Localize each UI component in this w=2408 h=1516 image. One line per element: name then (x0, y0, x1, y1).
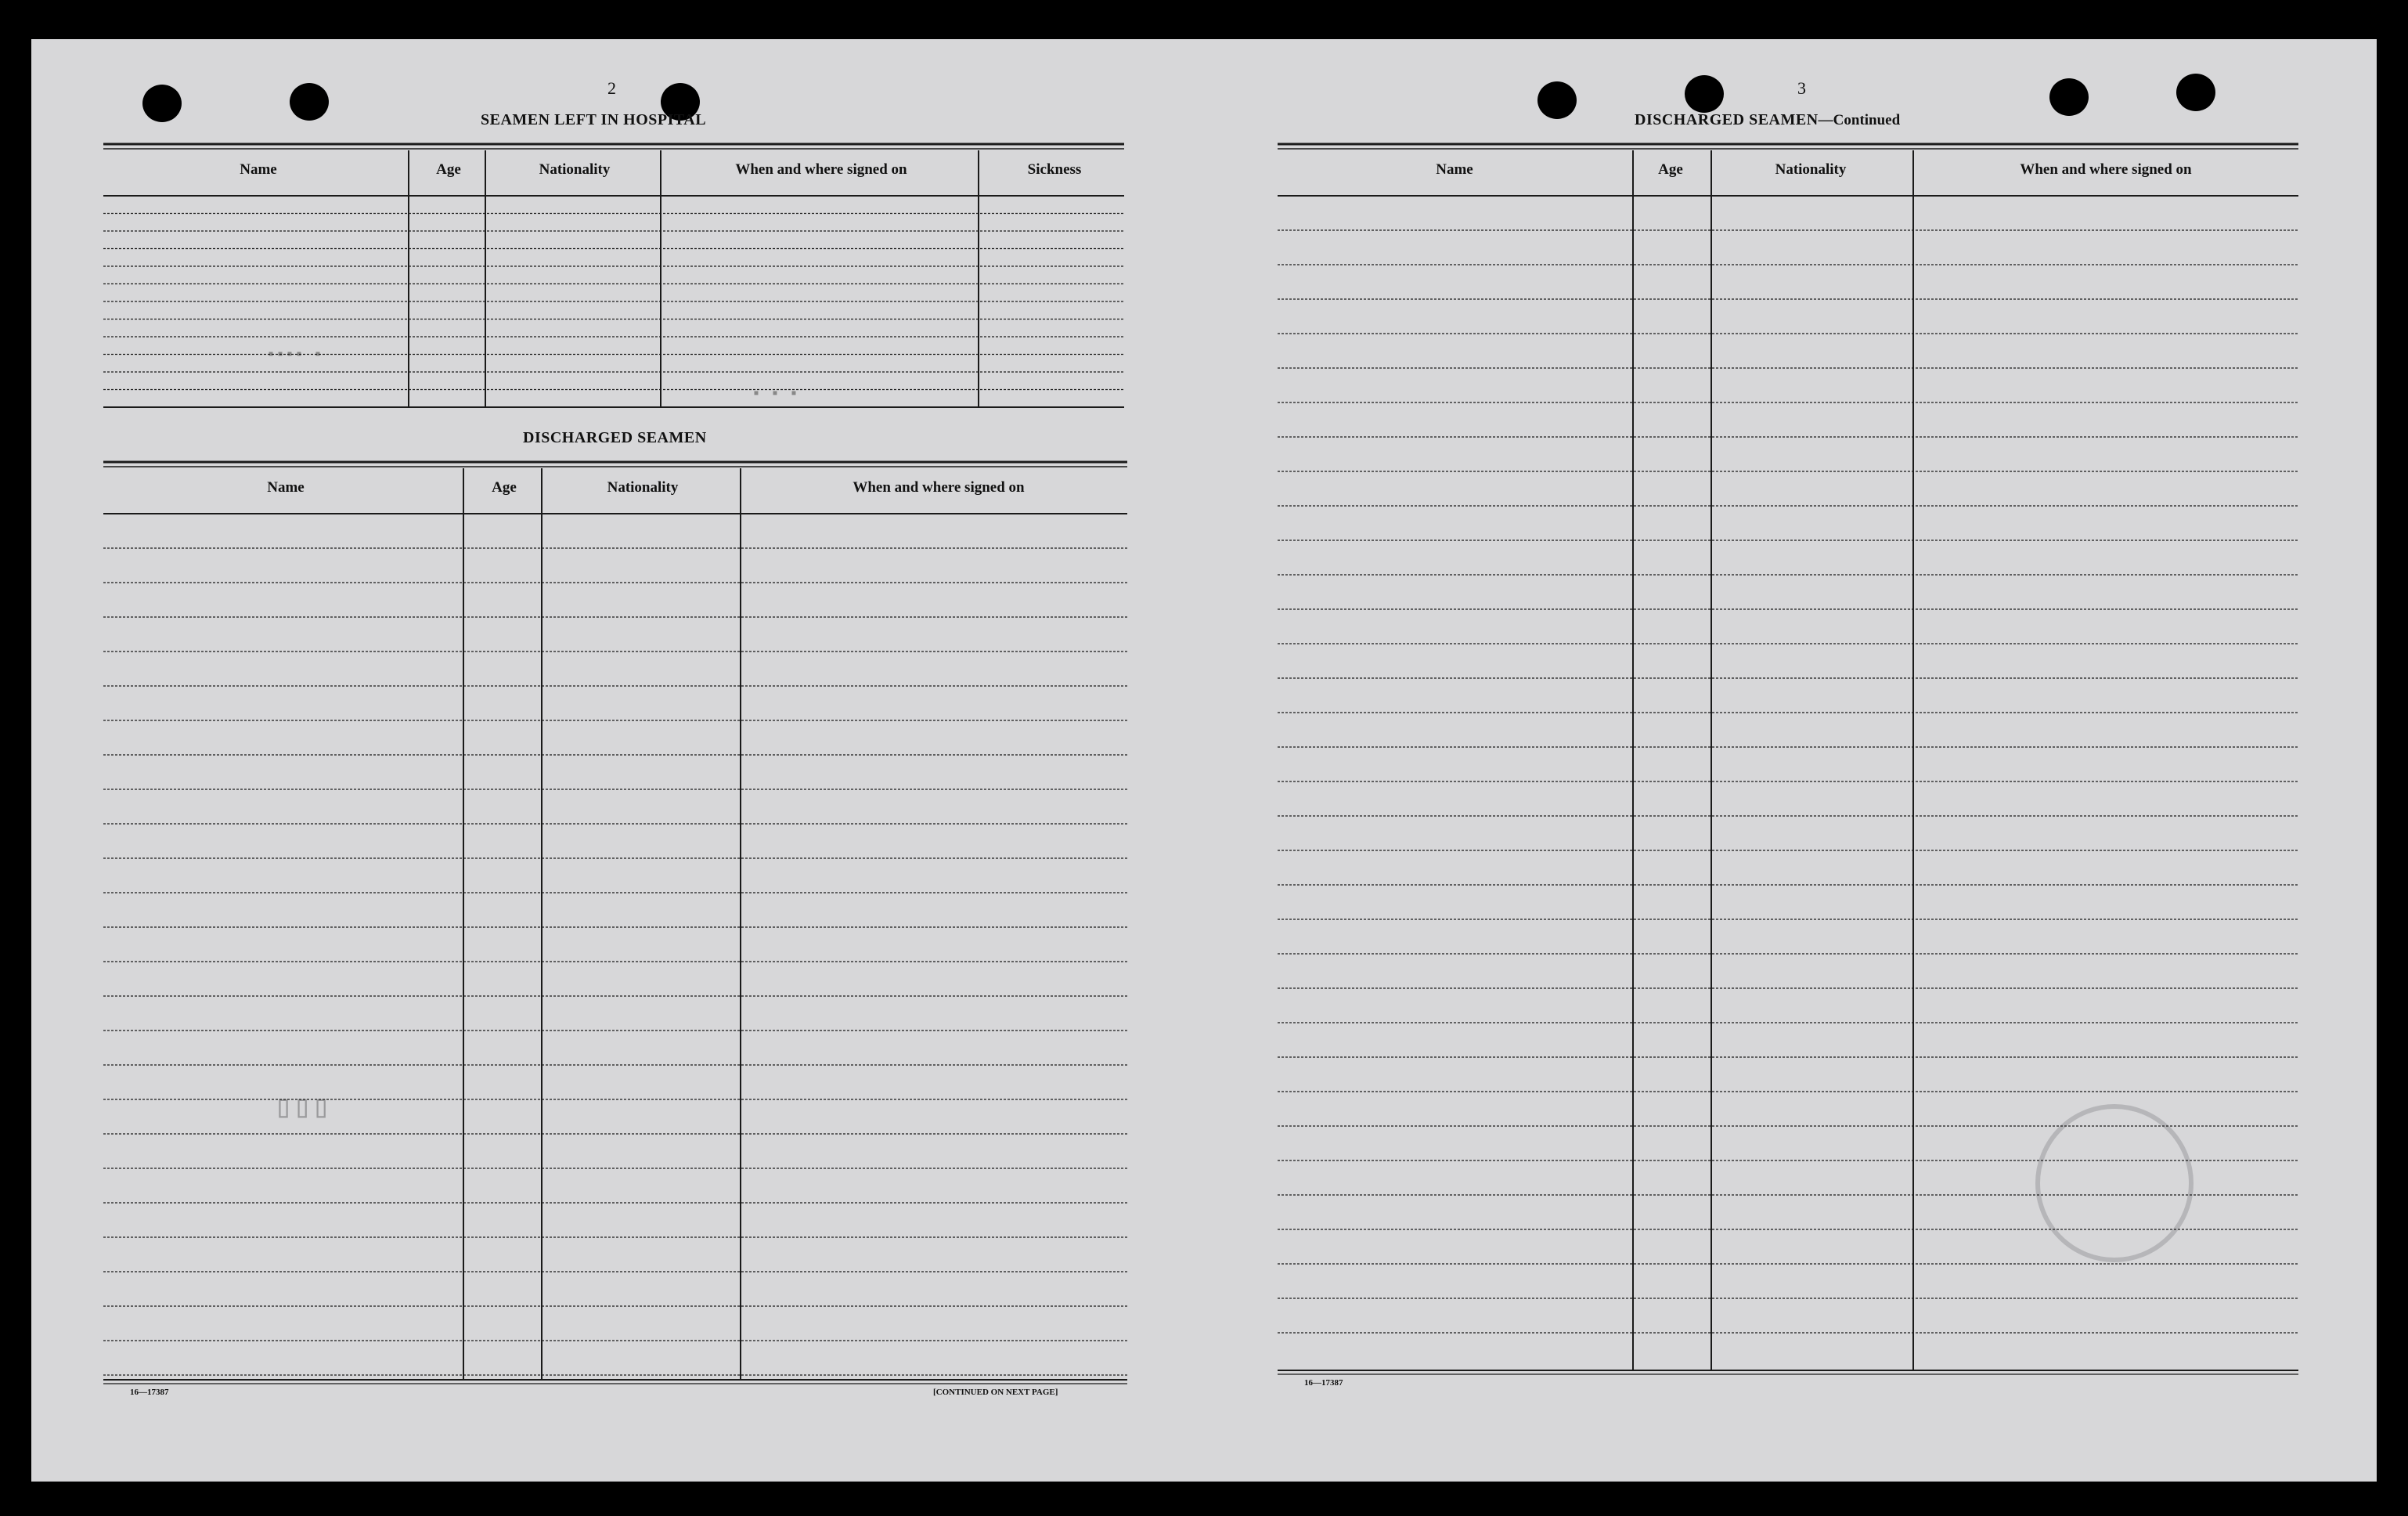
column-header-age: Age (492, 479, 517, 496)
section-title-discharged: DISCHARGED SEAMEN (523, 429, 707, 446)
column-header-name: Name (1436, 161, 1473, 178)
section-title-text: DISCHARGED SEAMEN (1635, 111, 1819, 128)
column-header-nationality: Nationality (1775, 161, 1847, 178)
section-title-hospital: SEAMEN LEFT IN HOSPITAL (481, 111, 707, 128)
continued-note: [CONTINUED ON NEXT PAGE] (933, 1388, 1058, 1397)
table-ruling (31, 39, 2377, 1482)
column-header-age: Age (436, 161, 461, 178)
column-header-sickness: Sickness (1027, 161, 1082, 178)
form-number-right: 16—17387 (1304, 1378, 1343, 1388)
page-number-left: 2 (607, 78, 616, 98)
column-header-age: Age (1658, 161, 1683, 178)
form-number-left: 16—17387 (130, 1388, 169, 1397)
column-header-signed-on: When and where signed on (735, 161, 907, 178)
column-header-signed-on: When and where signed on (853, 479, 1025, 496)
bleed-through-mark: ▪▪▪▪ ▪ (266, 346, 323, 364)
section-title-suffix: —Continued (1818, 112, 1901, 128)
column-header-signed-on: When and where signed on (2020, 161, 2192, 178)
document-sheet (31, 39, 2377, 1482)
column-header-nationality: Nationality (539, 161, 611, 178)
column-header-nationality: Nationality (607, 479, 679, 496)
bleed-through-mark: ▯▯▯ (274, 1092, 331, 1127)
page-number-right: 3 (1797, 78, 1806, 98)
column-header-name: Name (267, 479, 305, 496)
bleed-through-mark: ▪ ▪ ▪ (752, 385, 799, 403)
column-header-name: Name (240, 161, 277, 178)
